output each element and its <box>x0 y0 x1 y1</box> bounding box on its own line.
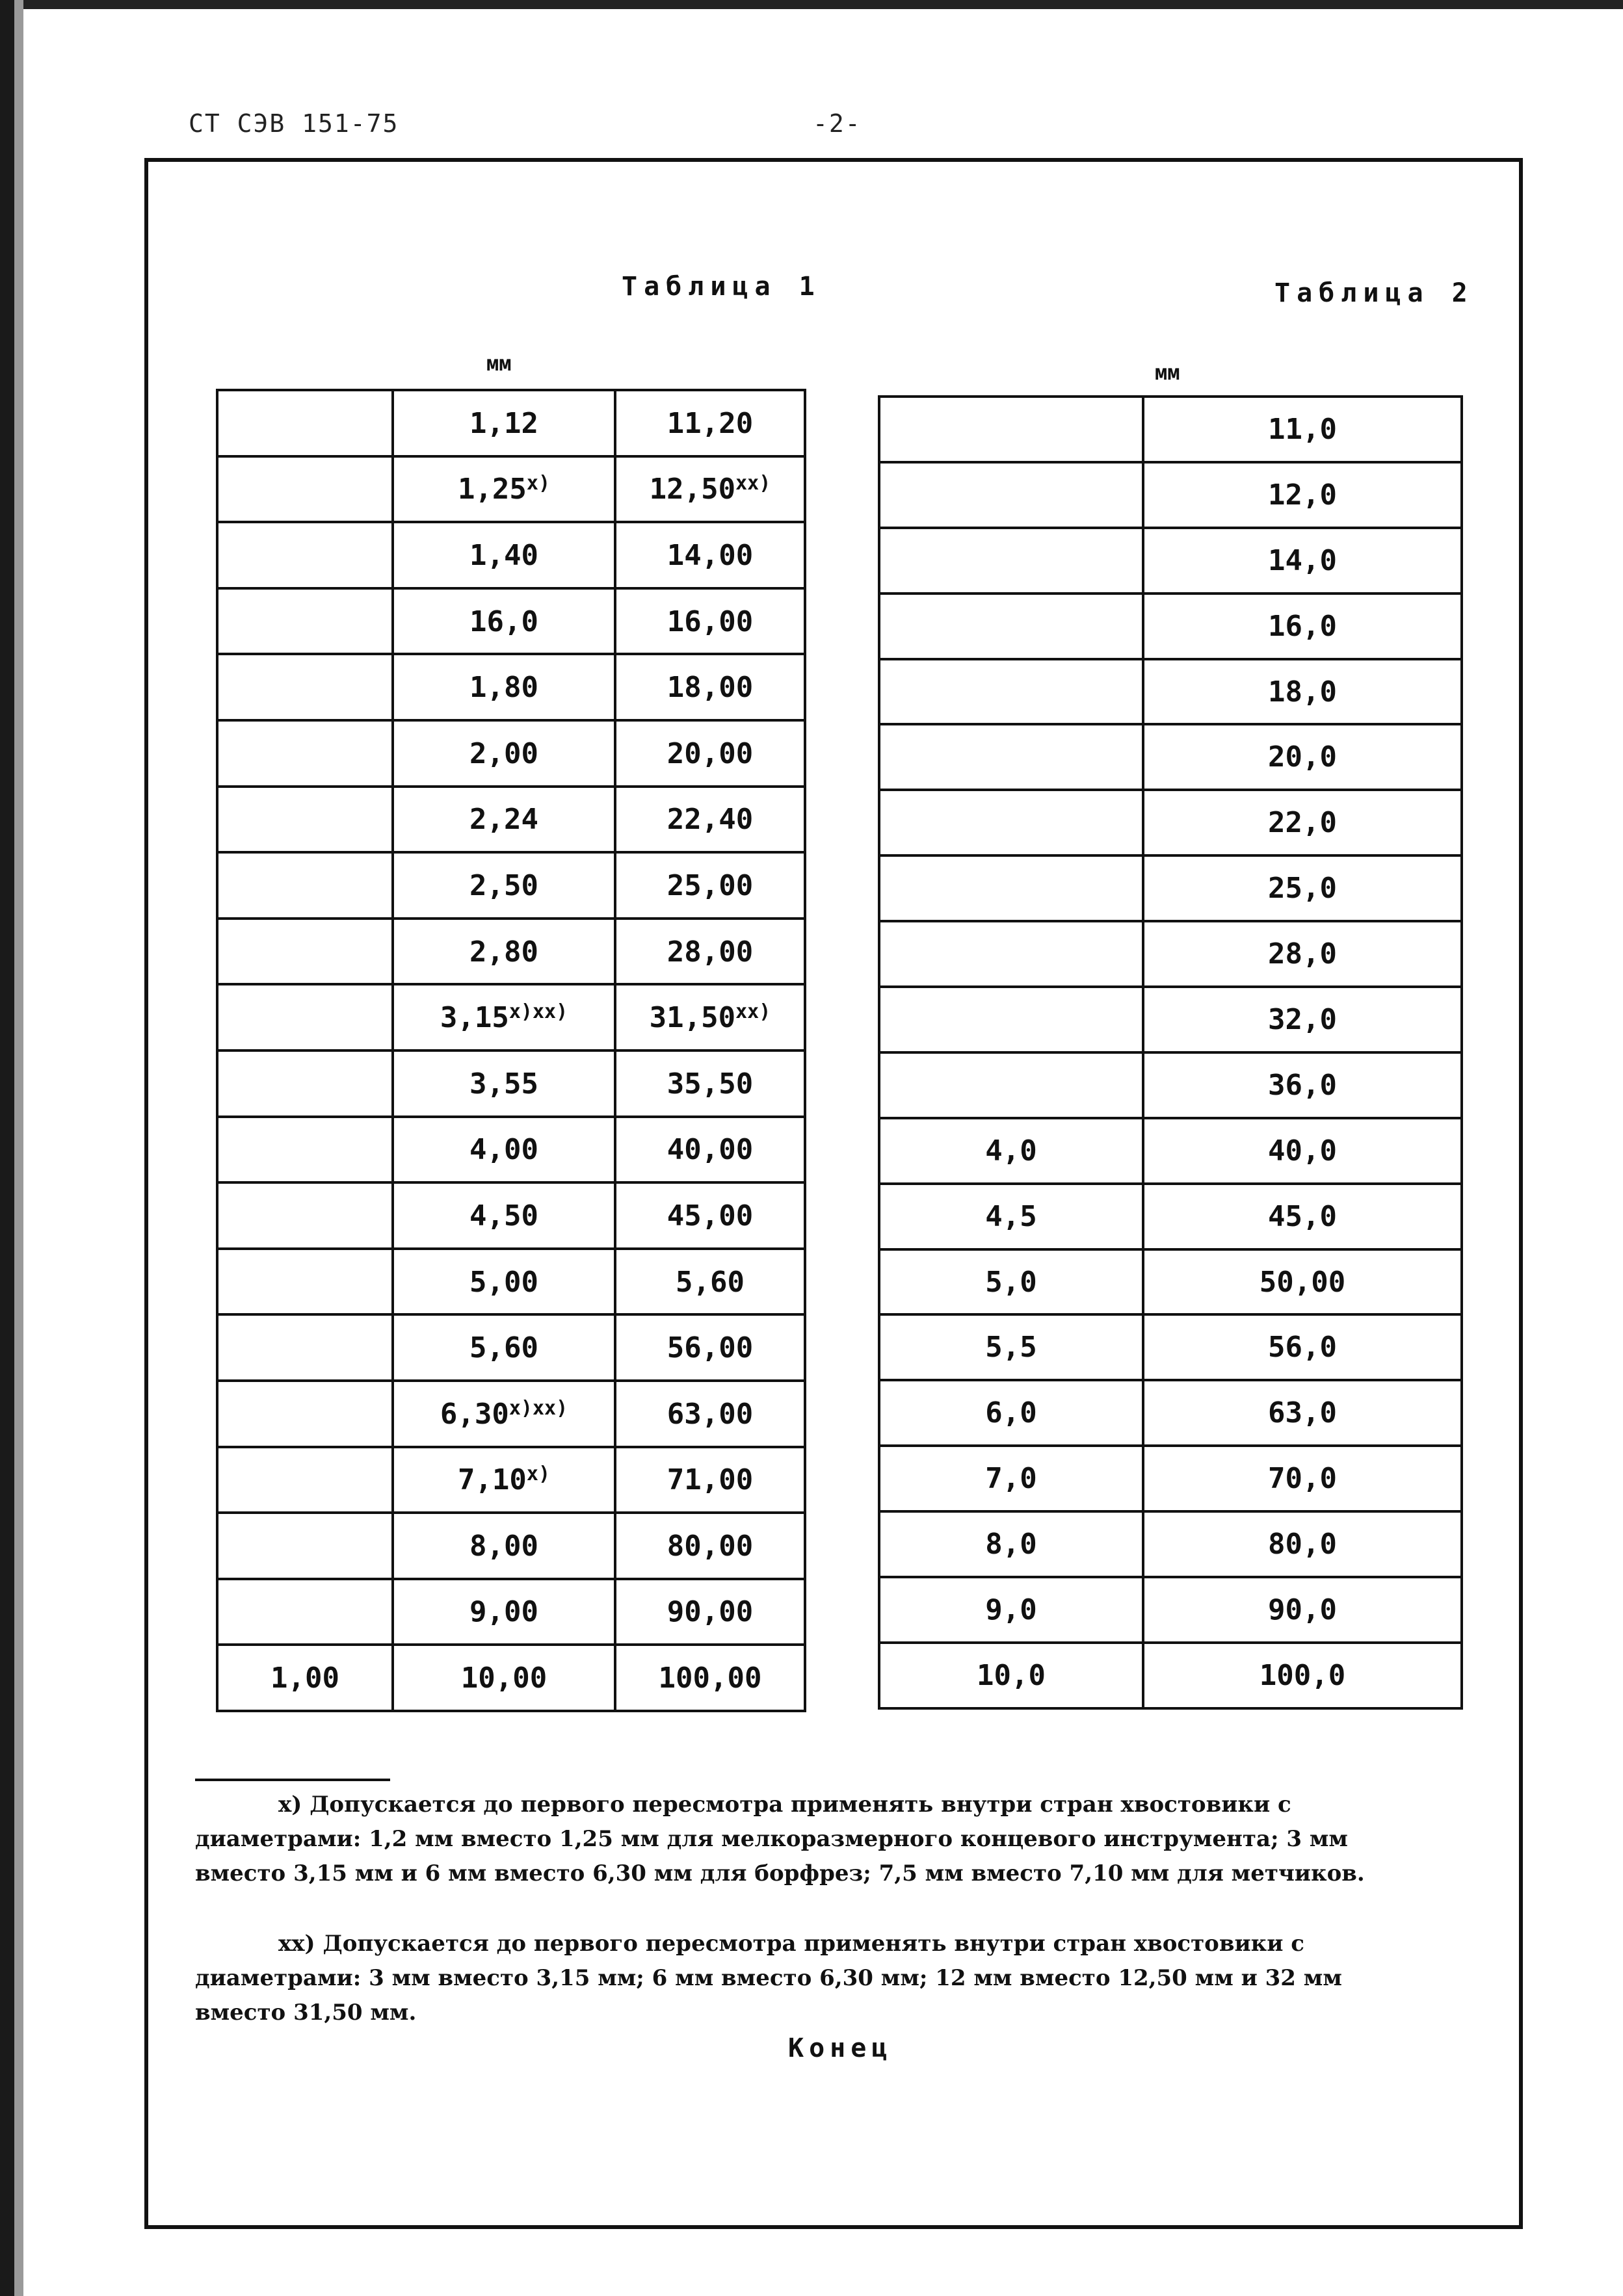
table-2-unit: мм <box>1155 360 1180 385</box>
table-1-col-2-cell-value: 2,24 <box>469 803 538 837</box>
table-2-col-2-cell <box>1143 594 1462 659</box>
footnote-rule <box>195 1779 390 1781</box>
table-1-col-2-cell-value: 16,0 <box>469 605 538 638</box>
table-1-col-1-cell <box>217 1249 393 1315</box>
table-2-col-2-cell-value: 70,0 <box>1268 1462 1337 1496</box>
table-1-col-3-cell-value: 28,00 <box>666 935 754 969</box>
table-1-col-3-cell <box>615 1050 805 1117</box>
table-2-col-2-cell <box>1143 790 1462 855</box>
table-1-col-2-cell <box>393 588 615 655</box>
table-2-col-2-cell-value: 50,00 <box>1259 1265 1346 1299</box>
table-row <box>879 1314 1462 1380</box>
table-1-col-3-cell-value: 40,00 <box>666 1133 754 1167</box>
table-row <box>217 588 805 655</box>
table-1-col-3-cell <box>615 1645 805 1711</box>
scan-left-shadow <box>14 0 23 2296</box>
table-2-col-2-cell-value: 56,0 <box>1268 1331 1337 1364</box>
table-1-col-3-cell-value: 31,50 <box>649 1001 736 1035</box>
table-1-col-3-cell <box>615 1117 805 1183</box>
table-1-col-2-cell-value: 6,30 <box>440 1397 509 1431</box>
table-row <box>217 720 805 787</box>
table-2-col-1-cell-value: 10,0 <box>977 1658 1046 1692</box>
table-1-col-2-cell-value: 5,60 <box>469 1331 538 1365</box>
table-1-col-3-cell-value: 18,00 <box>666 671 754 705</box>
table-1-col-2-cell-value: 3,55 <box>469 1067 538 1101</box>
table-2-col-2-cell-value: 80,0 <box>1268 1528 1337 1561</box>
table-1-col-2-cell <box>393 1447 615 1513</box>
table-1-col-1-cell <box>217 720 393 787</box>
table-2-col-2-cell-value: 32,0 <box>1268 1002 1337 1036</box>
table-1-col-3-cell-value: 45,00 <box>666 1199 754 1233</box>
table-2-col-1-cell <box>879 1643 1143 1708</box>
table-2-col-2-cell-value: 11,0 <box>1268 412 1337 446</box>
table-1-col-3-cell-value: 12,50 <box>649 473 736 506</box>
table-2-col-1-cell-value: 4,0 <box>985 1134 1037 1168</box>
table-2-col-1-cell <box>879 1446 1143 1511</box>
table-row <box>879 659 1462 725</box>
table-row <box>217 1249 805 1315</box>
table-2-col-2-cell-value: 16,0 <box>1268 609 1337 643</box>
table-2-col-1-cell <box>879 659 1143 725</box>
table-1-col-1-cell <box>217 919 393 985</box>
table-1-col-1-cell <box>217 1050 393 1117</box>
table-row <box>217 654 805 720</box>
table-1-col-2-cell-value: 8,00 <box>469 1529 538 1563</box>
table-1-col-2-cell <box>393 654 615 720</box>
table-2-col-2-cell <box>1143 1052 1462 1118</box>
table-1-col-2-cell <box>393 787 615 853</box>
table-1-col-2-cell-value: 7,10 <box>457 1463 527 1497</box>
table-2-col-2-cell <box>1143 987 1462 1052</box>
table-2-col-2-cell <box>1143 1643 1462 1708</box>
table-row <box>879 1577 1462 1643</box>
table-2-col-2-cell <box>1143 724 1462 790</box>
table-2-col-2-cell-value: 14,0 <box>1268 543 1337 577</box>
table-1-col-2-cell-value: 10,00 <box>460 1662 548 1695</box>
table-1-col-3-cell <box>615 588 805 655</box>
table-1-col-2-cell-footnote-mark: х)хх) <box>508 1000 568 1024</box>
table-1-col-3-cell <box>615 1513 805 1579</box>
table-1-col-1-cell <box>217 1447 393 1513</box>
table-1-col-3-cell <box>615 984 805 1050</box>
table-2-col-2-cell <box>1143 855 1462 921</box>
table-1-col-2-cell-value: 3,15 <box>440 1001 509 1035</box>
footnote-1: х) Допускается до первого пересмотра применять внутри стран хвостовики с диаметрами: 1,2 мм вместо 1,25 мм для мелкоразмерного концевого инструмента; 3 мм вместо 3,15 мм и 6 мм вместо 6,30 мм для борфрез; 7,5 мм вместо 7,10 мм для метчиков. <box>195 1792 1365 1886</box>
table-2-col-1-cell <box>879 462 1143 528</box>
table-1-col-2-cell-footnote-mark: х) <box>526 1463 551 1486</box>
table-2-caption: Таблица 2 <box>1274 278 1474 308</box>
table-2-col-2-cell <box>1143 921 1462 987</box>
table-row <box>879 1511 1462 1577</box>
table-1-col-1-cell-value: 1,00 <box>270 1661 339 1695</box>
table-1-col-2-cell-value: 1,80 <box>469 671 538 705</box>
document-code: СТ СЭВ 151-75 <box>189 109 399 138</box>
table-1-col-2-cell-footnote-mark: х)хх) <box>508 1396 568 1420</box>
scan-top-edge <box>0 0 1623 9</box>
table-2-col-1-cell-value: 8,0 <box>985 1528 1037 1561</box>
table-2-col-2-cell-value: 36,0 <box>1268 1068 1337 1102</box>
table-1-col-1-cell <box>217 456 393 523</box>
table-row <box>217 1447 805 1513</box>
table-row <box>217 919 805 985</box>
table-1-col-3-cell <box>615 1182 805 1249</box>
table-1-col-3-cell-value: 90,00 <box>666 1595 754 1629</box>
table-1-col-1-cell <box>217 984 393 1050</box>
table-1-col-3-cell <box>615 852 805 919</box>
table-row <box>879 724 1462 790</box>
table-2-col-1-cell <box>879 790 1143 855</box>
table-row <box>217 1579 805 1645</box>
table-1-col-2-cell <box>393 1579 615 1645</box>
table-1-col-3-cell <box>615 1249 805 1315</box>
table-1-caption: Таблица 1 <box>622 272 821 302</box>
table-1-col-1-cell <box>217 1182 393 1249</box>
table-1-col-2-cell <box>393 1182 615 1249</box>
table-2-col-1-cell <box>879 1380 1143 1446</box>
table-1-col-3-cell-value: 100,00 <box>658 1662 762 1695</box>
table-1-col-2-cell <box>393 1117 615 1183</box>
table-2-col-2-cell <box>1143 1577 1462 1643</box>
table-1-col-2-cell-value: 1,12 <box>469 406 538 440</box>
table-row <box>217 1513 805 1579</box>
table-1-col-2-cell <box>393 1314 615 1381</box>
table-2-col-1-cell <box>879 724 1143 790</box>
table-row <box>879 462 1462 528</box>
table-1-col-2-cell-value: 2,50 <box>469 868 538 902</box>
table-2-col-2-cell <box>1143 659 1462 725</box>
table-row <box>879 397 1462 462</box>
table-1-body <box>217 390 805 1711</box>
table-row <box>879 1118 1462 1184</box>
table-1-col-3-cell-value: 56,00 <box>666 1331 754 1365</box>
table-row <box>879 594 1462 659</box>
table-2-col-2-cell <box>1143 462 1462 528</box>
table-row <box>217 1645 805 1711</box>
table-2-col-1-cell <box>879 397 1143 462</box>
table-1-col-3-cell-value: 20,00 <box>666 737 754 770</box>
table-1-col-3-cell <box>615 1314 805 1381</box>
table-row <box>879 1249 1462 1315</box>
footnote-2: хх) Допускается до первого пересмотра применять внутри стран хвостовики с диаметрами: 3 мм вместо 3,15 мм; 6 мм вместо 6,30 мм; 12 мм вместо 12,50 мм и 32 мм вместо 31,50 мм. <box>195 1931 1342 2026</box>
table-1-col-2-cell-value: 1,40 <box>469 538 538 572</box>
table-2-col-1-cell-value: 7,0 <box>985 1462 1037 1496</box>
table-1-col-2-cell <box>393 1645 615 1711</box>
table-2-col-1-cell <box>879 528 1143 594</box>
table-1-col-1-cell <box>217 1645 393 1711</box>
table-2-col-1-cell-value: 5,5 <box>985 1331 1037 1364</box>
table-1-col-1-cell <box>217 390 393 456</box>
table-2-col-2-cell <box>1143 1511 1462 1577</box>
table-row <box>217 522 805 588</box>
table-1-col-2-cell-value: 2,80 <box>469 935 538 969</box>
table-1-col-3-cell-value: 11,20 <box>666 406 754 440</box>
table-1-col-3-cell-value: 25,00 <box>666 868 754 902</box>
table-2 <box>878 395 1463 1710</box>
table-1-col-2-cell <box>393 522 615 588</box>
table-1-col-3-cell-value: 14,00 <box>666 538 754 572</box>
table-1-col-3-cell-footnote-mark: хх) <box>735 472 771 495</box>
table-2-col-2-cell <box>1143 1249 1462 1315</box>
table-row <box>217 787 805 853</box>
table-row <box>217 1381 805 1447</box>
table-row <box>879 921 1462 987</box>
table-1-col-1-cell <box>217 654 393 720</box>
table-2-col-1-cell <box>879 1511 1143 1577</box>
table-1-col-3-cell <box>615 1579 805 1645</box>
table-1-col-3-cell <box>615 787 805 853</box>
table-2-col-2-cell <box>1143 528 1462 594</box>
table-2-col-1-cell-value: 5,0 <box>985 1265 1037 1299</box>
table-2-col-2-cell-value: 25,0 <box>1268 872 1337 906</box>
table-2-col-2-cell-value: 20,0 <box>1268 740 1337 774</box>
table-row <box>217 1117 805 1183</box>
table-2-col-1-cell-value: 9,0 <box>985 1593 1037 1626</box>
table-row <box>217 1050 805 1117</box>
scan-left-edge <box>0 0 14 2296</box>
table-2-col-1-cell <box>879 1314 1143 1380</box>
table-row <box>879 528 1462 594</box>
table-1-col-2-cell-footnote-mark: х) <box>526 472 551 495</box>
table-1-col-3-cell <box>615 390 805 456</box>
table-1-col-2-cell <box>393 1050 615 1117</box>
end-marker: Конец <box>788 2033 893 2063</box>
table-1-col-2-cell <box>393 1249 615 1315</box>
table-1-col-3-cell-value: 22,40 <box>666 803 754 837</box>
table-1-col-3-cell <box>615 654 805 720</box>
table-1-col-2-cell-value: 4,50 <box>469 1199 538 1233</box>
table-2-col-2-cell-value: 63,0 <box>1268 1396 1337 1430</box>
table-1-col-2-cell-value: 4,00 <box>469 1133 538 1167</box>
table-1-col-3-cell <box>615 522 805 588</box>
table-1 <box>216 389 806 1712</box>
table-1-col-2-cell <box>393 919 615 985</box>
table-row <box>879 1380 1462 1446</box>
table-1-col-1-cell <box>217 787 393 853</box>
table-2-col-1-cell <box>879 921 1143 987</box>
table-1-col-3-cell <box>615 1381 805 1447</box>
table-2-col-1-cell <box>879 1118 1143 1184</box>
table-1-col-3-cell <box>615 720 805 787</box>
table-2-col-2-cell <box>1143 397 1462 462</box>
table-1-col-2-cell-value: 5,00 <box>469 1265 538 1299</box>
table-2-col-1-cell <box>879 1052 1143 1118</box>
table-2-col-2-cell <box>1143 1446 1462 1511</box>
table-row <box>879 855 1462 921</box>
table-2-col-2-cell <box>1143 1184 1462 1249</box>
table-1-col-3-cell-value: 80,00 <box>666 1529 754 1563</box>
table-2-body <box>879 397 1462 1708</box>
table-row <box>217 390 805 456</box>
table-2-col-2-cell-value: 22,0 <box>1268 806 1337 840</box>
table-2-col-2-cell <box>1143 1380 1462 1446</box>
table-1-col-1-cell <box>217 522 393 588</box>
table-2-col-2-cell-value: 100,0 <box>1259 1658 1346 1692</box>
table-1-col-3-cell <box>615 456 805 523</box>
table-2-col-2-cell <box>1143 1118 1462 1184</box>
table-2-col-2-cell-value: 40,0 <box>1268 1134 1337 1168</box>
table-row <box>217 984 805 1050</box>
table-1-col-1-cell <box>217 852 393 919</box>
table-1-col-2-cell <box>393 1513 615 1579</box>
table-row <box>879 790 1462 855</box>
table-1-col-3-cell-value: 35,50 <box>666 1067 754 1101</box>
table-1-col-1-cell <box>217 1513 393 1579</box>
table-1-col-2-cell-value: 1,25 <box>457 473 527 506</box>
table-row <box>217 1314 805 1381</box>
table-2-col-1-cell-value: 4,5 <box>985 1199 1037 1233</box>
table-1-col-2-cell <box>393 456 615 523</box>
table-1-col-2-cell <box>393 390 615 456</box>
table-1-col-3-cell <box>615 1447 805 1513</box>
table-1-col-1-cell <box>217 1314 393 1381</box>
table-1-col-3-cell-value: 63,00 <box>666 1397 754 1431</box>
table-2-col-1-cell <box>879 855 1143 921</box>
table-1-col-2-cell <box>393 1381 615 1447</box>
table-2-col-1-cell <box>879 1577 1143 1643</box>
table-2-col-1-cell <box>879 987 1143 1052</box>
table-row <box>217 852 805 919</box>
table-1-col-3-cell-value: 16,00 <box>666 605 754 638</box>
table-2-col-2-cell-value: 28,0 <box>1268 937 1337 971</box>
table-2-col-1-cell <box>879 1249 1143 1315</box>
table-1-col-1-cell <box>217 1117 393 1183</box>
table-2-col-2-cell-value: 90,0 <box>1268 1593 1337 1626</box>
table-row <box>217 456 805 523</box>
table-1-col-2-cell <box>393 852 615 919</box>
table-1-col-2-cell <box>393 720 615 787</box>
table-2-col-1-cell-value: 6,0 <box>985 1396 1037 1430</box>
table-1-col-3-cell-value: 71,00 <box>666 1463 754 1497</box>
table-1-unit: мм <box>486 351 512 376</box>
table-2-col-1-cell <box>879 1184 1143 1249</box>
table-row <box>217 1182 805 1249</box>
table-2-col-2-cell-value: 18,0 <box>1268 675 1337 709</box>
table-row <box>879 987 1462 1052</box>
table-2-col-2-cell-value: 12,0 <box>1268 478 1337 512</box>
table-1-col-1-cell <box>217 1579 393 1645</box>
table-row <box>879 1052 1462 1118</box>
table-1-col-3-cell-value: 5,60 <box>676 1265 745 1299</box>
table-row <box>879 1643 1462 1708</box>
table-1-col-1-cell <box>217 1381 393 1447</box>
table-1-col-3-cell <box>615 919 805 985</box>
table-1-col-3-cell-footnote-mark: хх) <box>735 1000 771 1024</box>
table-1-col-1-cell <box>217 588 393 655</box>
table-2-col-1-cell <box>879 594 1143 659</box>
table-1-col-2-cell-value: 9,00 <box>469 1595 538 1629</box>
page-number: -2- <box>813 109 862 138</box>
table-1-col-2-cell <box>393 984 615 1050</box>
table-1-col-2-cell-value: 2,00 <box>469 737 538 770</box>
table-row <box>879 1446 1462 1511</box>
table-row <box>879 1184 1462 1249</box>
table-2-col-2-cell <box>1143 1314 1462 1380</box>
table-2-col-2-cell-value: 45,0 <box>1268 1199 1337 1233</box>
